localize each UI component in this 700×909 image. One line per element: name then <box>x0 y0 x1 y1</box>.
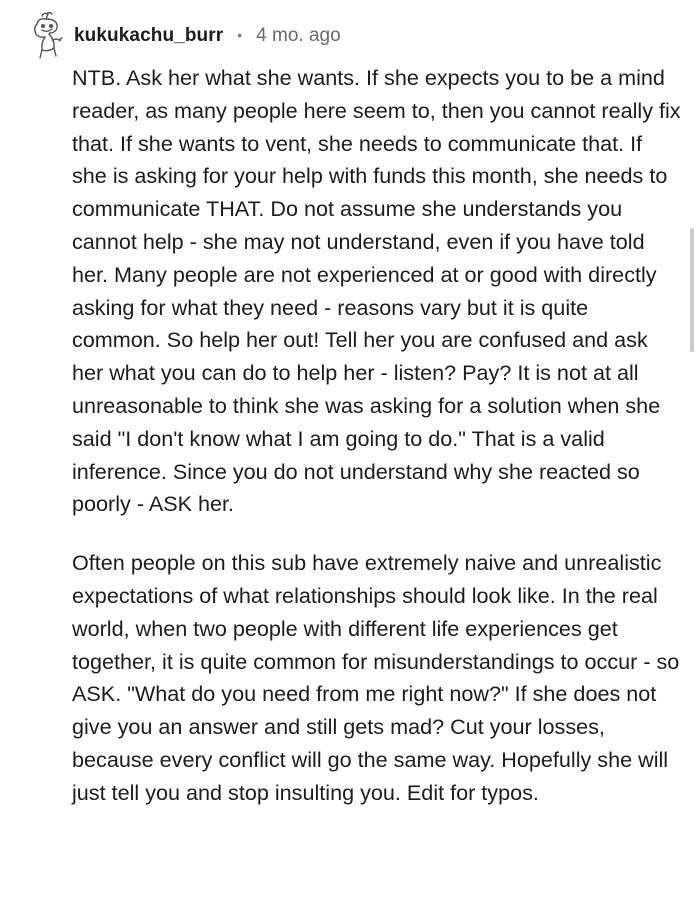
comment-timestamp: 4 mo. ago <box>256 25 341 46</box>
comment-body <box>72 62 682 810</box>
comment-paragraph-1: NTB. Ask her what she wants. If she expects you to be a mind reader, as many people here seem to, then you cannot really fix that. If she wants to vent, she needs to communicate that. If she is asking for your help with funds this month, she needs to communicate THAT. Do not assume she understands you cannot help - she may not understand, even if you have told her. Many people are not experienced at or good with directly asking for what they need - reasons vary but it is quite common. So help her out! Tell her you are confused and ask her what you can do to help her - listen? Pay? It is not at all unreasonable to think she was asking for a solution when she said "I don't know what I am going to do." That is a valid inference. Since you do not understand why she reacted so poorly - ASK her. <box>72 65 681 517</box>
meta-separator: • <box>237 27 243 43</box>
comment-header <box>28 10 341 62</box>
snoo-line-avatar-icon <box>28 10 68 62</box>
author-username[interactable]: kukukachu_burr <box>74 25 224 46</box>
scrollbar-thumb[interactable] <box>690 228 694 352</box>
comment-paragraph-2: Often people on this sub have extremely naive and unrealistic expectations of what relationships should look like. In the real world, when two people with different life experiences get together, it is quite common for misunderstandings to occur - so ASK. "What do you need from me right now?" If she does not give you an answer and still gets mad? Cut your losses, because every conflict will go the same way. Hopefully she will just tell you and stop insulting you. Edit for typos. <box>72 550 680 805</box>
avatar[interactable] <box>28 10 68 62</box>
